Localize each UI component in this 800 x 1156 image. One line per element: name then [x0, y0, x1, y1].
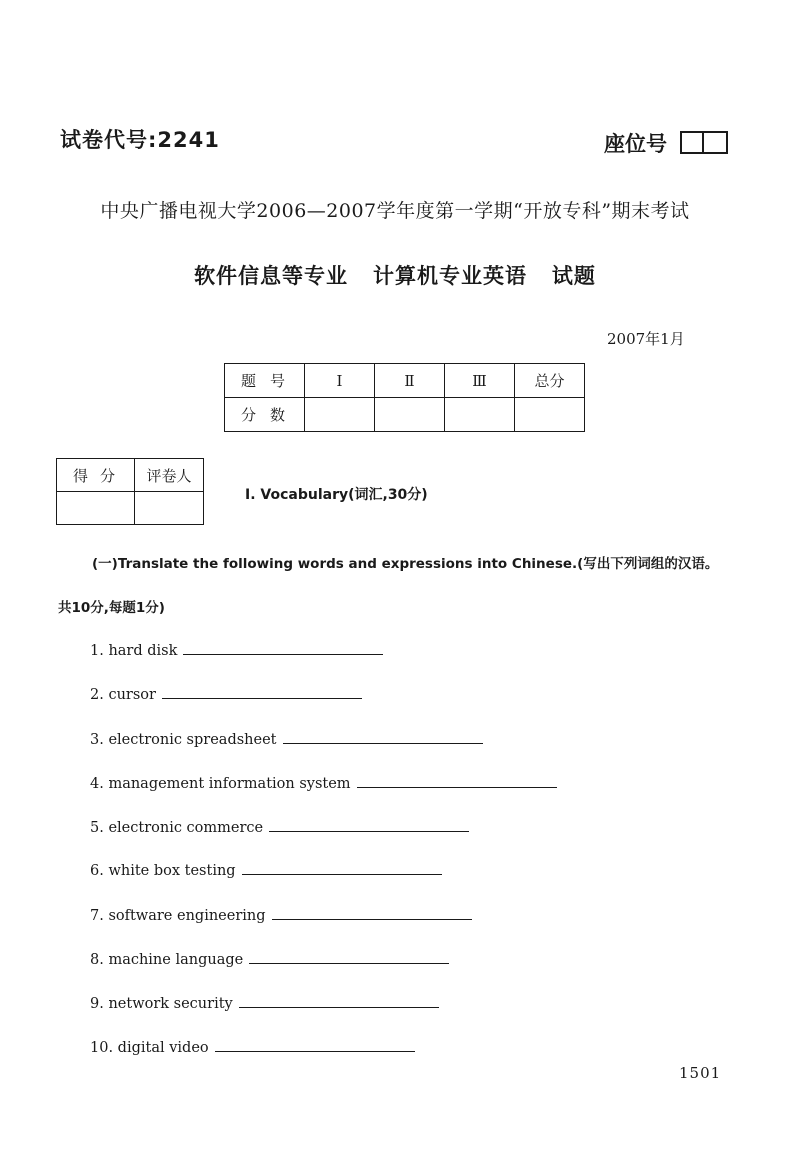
exam-title: 中央广播电视大学2006—2007学年度第一学期“开放专科”期末考试: [100, 200, 690, 222]
exam-date: 2007年1月: [607, 330, 685, 348]
question-text: 1. hard disk: [90, 643, 178, 659]
question-text: 2. cursor: [90, 687, 156, 703]
score-cell[interactable]: [375, 398, 445, 432]
question-item: [90, 949, 449, 968]
table-row: [225, 398, 585, 432]
grader-table: [56, 458, 204, 525]
score-cell[interactable]: [515, 398, 585, 432]
question-item: [90, 1037, 415, 1056]
question-item: [90, 773, 557, 792]
question-item: [90, 684, 362, 703]
answer-blank[interactable]: [283, 729, 483, 744]
question-text: 3. electronic spreadsheet: [90, 732, 277, 748]
table-row: [225, 364, 585, 398]
answer-blank[interactable]: [242, 860, 442, 875]
seat-box: [680, 131, 704, 154]
question-item: [90, 729, 483, 748]
score-table: [224, 363, 585, 432]
question-item: [90, 905, 472, 924]
answer-blank[interactable]: [183, 640, 383, 655]
seat-box: [704, 131, 728, 154]
question-text: 8. machine language: [90, 952, 244, 968]
answer-blank[interactable]: [215, 1037, 415, 1052]
seat-number-boxes: [680, 131, 728, 154]
answer-blank[interactable]: [272, 905, 472, 920]
page-number: 1501: [679, 1064, 722, 1082]
section-heading: Ⅰ. Vocabulary(词汇,30分): [245, 487, 428, 503]
grader-score-cell[interactable]: [57, 492, 135, 525]
score-table-column-header: Ⅲ: [445, 364, 515, 398]
question-text: 4. management information system: [90, 776, 351, 792]
subject-title: 软件信息等专业 计算机专业英语 试题: [194, 264, 596, 288]
answer-blank[interactable]: [269, 817, 469, 832]
score-cell[interactable]: [445, 398, 515, 432]
grader-table-grader-header: 评卷人: [135, 459, 204, 492]
instruction-text-continued: 共10分,每题1分): [58, 600, 165, 616]
answer-blank[interactable]: [239, 993, 439, 1008]
question-item: [90, 817, 469, 836]
score-table-column-header: Ⅰ: [305, 364, 375, 398]
score-table-column-header: 总分: [515, 364, 585, 398]
seat-number-label: 座位号: [604, 132, 667, 156]
question-text: 6. white box testing: [90, 863, 236, 879]
score-table-column-header: Ⅱ: [375, 364, 445, 398]
answer-blank[interactable]: [162, 684, 362, 699]
question-text: 5. electronic commerce: [90, 820, 264, 836]
instruction-text: (一)Translate the following words and expressions into Chinese.(写出下列词组的汉语。: [92, 556, 719, 572]
grader-table-score-header: 得分: [57, 459, 135, 492]
question-text: 7. software engineering: [90, 908, 266, 924]
question-item: [90, 993, 439, 1012]
paper-code: 试卷代号:2241: [60, 128, 220, 152]
answer-blank[interactable]: [249, 949, 449, 964]
score-cell[interactable]: [305, 398, 375, 432]
table-row: [57, 459, 204, 492]
score-table-row-label: 分数: [225, 398, 305, 432]
question-text: 9. network security: [90, 996, 233, 1012]
question-item: [90, 860, 442, 879]
question-item: [90, 640, 383, 659]
grader-name-cell[interactable]: [135, 492, 204, 525]
table-row: [57, 492, 204, 525]
answer-blank[interactable]: [357, 773, 557, 788]
question-text: 10. digital video: [90, 1040, 209, 1056]
score-table-row-label: 题号: [225, 364, 305, 398]
